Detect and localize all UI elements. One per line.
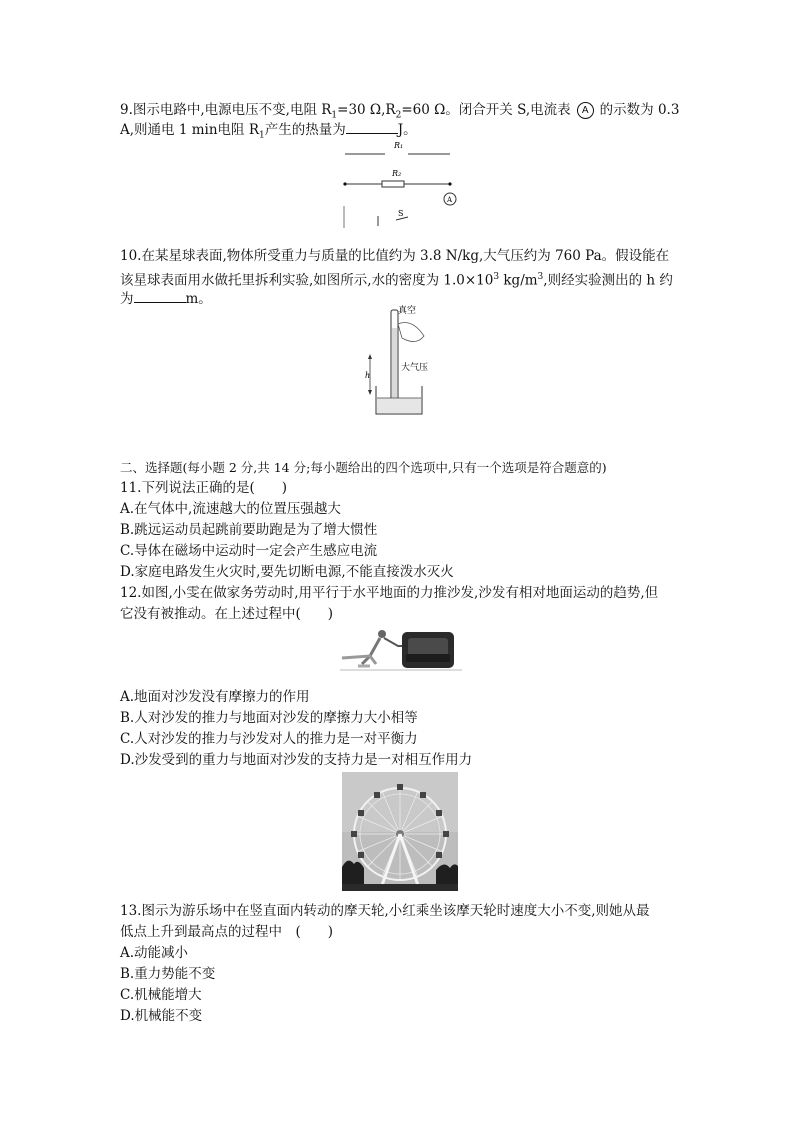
person-icon [378, 630, 386, 638]
q12-option-b: B.人对沙发的推力与地面对沙发的摩擦力大小相等 [120, 710, 418, 726]
q13-option-d: D.机械能不变 [120, 1008, 203, 1024]
q10-text: m。 [185, 291, 212, 307]
answer-blank[interactable] [134, 290, 186, 303]
answer-blank[interactable] [346, 121, 398, 134]
q10-text: 为 [120, 291, 134, 307]
q11-option-d: D.家庭电路发生火灾时,要先切断电源,不能直接泼水灭火 [120, 564, 454, 580]
q12-sofa-figure [340, 626, 462, 674]
q12-option-c: C.人对沙发的推力与沙发对人的推力是一对平衡力 [120, 731, 418, 747]
q10-sup: 3 [493, 272, 500, 282]
q9-text: A,则通电 1 min电阻 R [120, 122, 259, 138]
q13-option-c: C.机械能增大 [120, 987, 202, 1003]
q9-sub: 1 [331, 110, 338, 121]
hand-icon [398, 323, 424, 342]
q13-line2: 低点上升到最高点的过程中 ( ) [120, 924, 334, 940]
q9-text: J。 [397, 122, 417, 138]
q12-option-d: D.沙发受到的重力与地面对沙发的支持力是一对相互作用力 [120, 752, 473, 768]
vacuum-label: 真空 [398, 306, 417, 316]
q13-option-b: B.重力势能不变 [120, 966, 216, 982]
q11-option-c: C.导体在磁场中运动时一定会产生感应电流 [120, 543, 378, 559]
r2-label: R₂ [392, 169, 402, 178]
q11-option-a: A.在气体中,流速越大的位置压强越大 [120, 501, 341, 517]
q13-option-a: A.动能减小 [120, 945, 189, 961]
q11-stem: 11.下列说法正确的是( ) [120, 480, 288, 496]
h-label: h [365, 371, 371, 380]
q9-text: =60 Ω。闭合开关 S,电流表 [401, 102, 571, 118]
q9-sub: 1 [258, 130, 265, 141]
q11-option-b: B.跳远运动员起跳前要助跑是为了增大惯性 [120, 522, 378, 538]
ammeter-symbol-icon: A [577, 102, 594, 119]
q12-line1: 12.如图,小雯在做家务劳动时,用平行于水平地面的力推沙发,沙发有相对地面运动的趋势,但 [120, 585, 659, 601]
ammeter-label: A [447, 196, 453, 204]
q9-text: 9.图示电路中,电源电压不变,电阻 R [120, 102, 332, 118]
q9-text: 产生的热量为 [264, 122, 346, 138]
q9-text: =30 Ω,R [337, 102, 396, 118]
q9-text: 的示数为 0.3 [599, 102, 680, 118]
q10-text: kg/m [499, 272, 538, 289]
q10-torricelli-figure [362, 302, 442, 420]
q10-line1: 10.在某星球表面,物体所受重力与质量的比值约为 3.8 N/kg,大气压约为 760 Pa。假设能在 [120, 248, 670, 264]
r1-label: R₁ [394, 141, 404, 150]
q12-line2: 它没有被推动。在上述过程中( ) [120, 606, 334, 622]
q12-option-a: A.地面对沙发没有摩擦力的作用 [120, 689, 310, 705]
q13-line1: 13.图示为游乐场中在竖直面内转动的摩天轮,小红乘坐该摩天轮时速度大小不变,则她从最 [120, 903, 650, 919]
q9-circuit-figure [340, 138, 470, 230]
q13-ferris-wheel-figure [342, 772, 458, 891]
switch-label: S [398, 209, 404, 218]
q10-text: ,则经实验测出的 h 约 [543, 272, 673, 289]
section-heading: 二、选择题(每小题 2 分,共 14 分;每小题给出的四个选项中,只有一个选项是符合题意的) [120, 460, 607, 475]
q10-sup: 3 [537, 272, 544, 282]
q10-line2 [120, 268, 700, 290]
q9-sub: 2 [395, 110, 402, 121]
atmospheric-pressure-label: 大气压 [401, 363, 429, 373]
q10-text: 该星球表面用水做托里拆利实验,如图所示,水的密度为 1.0×10 [120, 272, 494, 289]
